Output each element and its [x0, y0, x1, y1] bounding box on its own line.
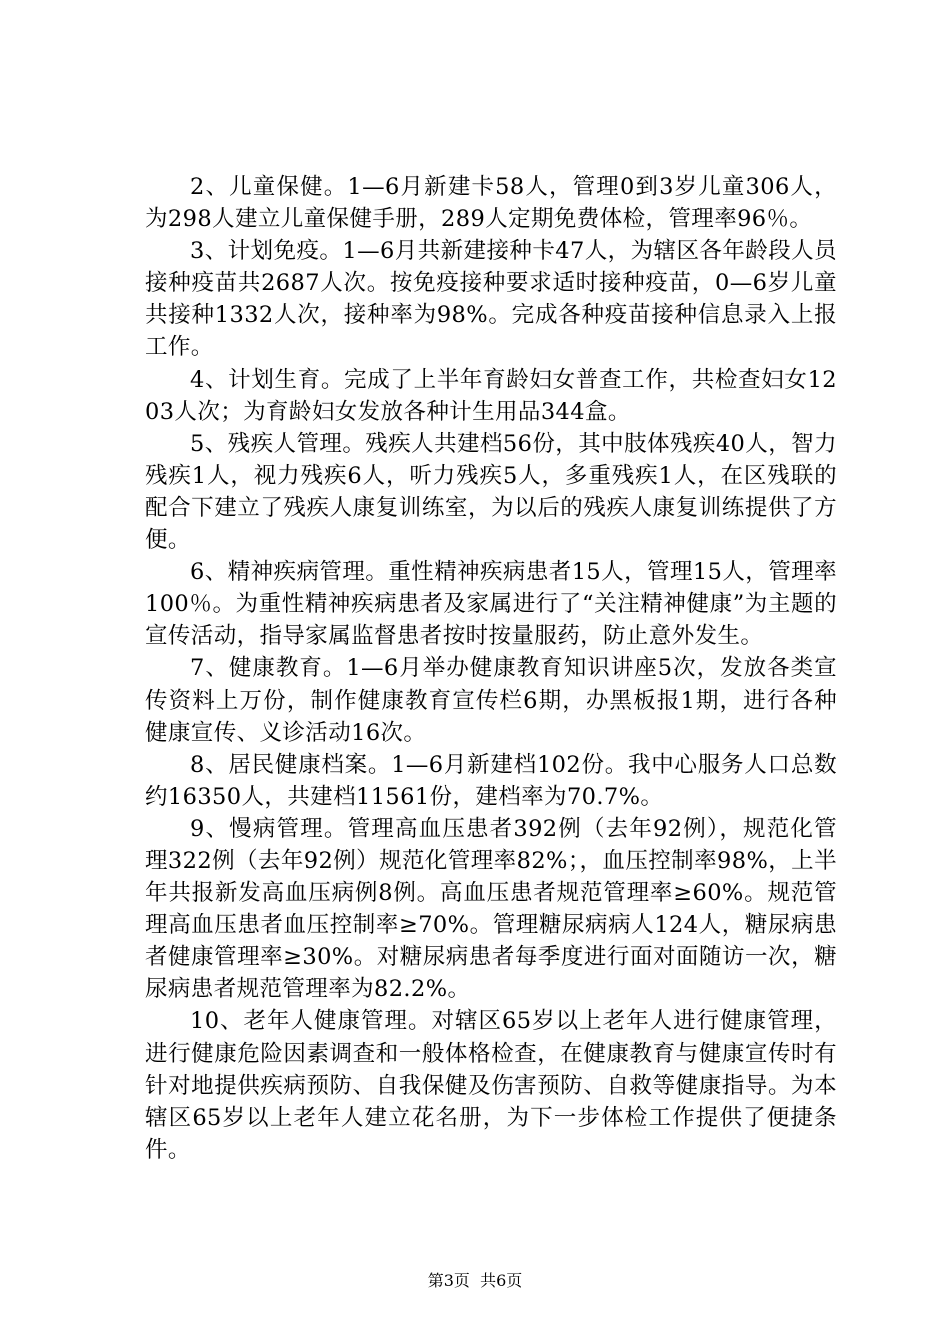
paragraph-family-planning: 4、计划生育。完成了上半年育龄妇女普查工作，共检查妇女1203人次；为育龄妇女发放各种计生用品344盒。: [145, 366, 837, 425]
page-footer: [0, 1271, 950, 1291]
paragraph-child-health: 2、儿童保健。1—6月新建卡58人，管理0到3岁儿童306人，为298人建立儿童保健手册，289人定期免费体检，管理率96％。: [145, 174, 837, 233]
paragraph-immunization: 3、计划免疫。1—6月共新建接种卡47人，为辖区各年龄段人员接种疫苗共2687人次。按免疫接种要求适时接种疫苗，0—6岁儿童共接种1332人次，接种率为98%。完成各种疫苗接种信息录入上报工作。: [145, 238, 837, 361]
paragraph-elderly-health: 10、老年人健康管理。对辖区65岁以上老年人进行健康管理，进行健康危险因素调查和一般体格检查，在健康教育与健康宣传时有针对地提供疾病预防、自我保健及伤害预防、自救等健康指导。为本辖区65岁以上老年人建立花名册，为下一步体检工作提供了便捷条件。: [145, 1008, 837, 1163]
paragraph-disabled-management: 5、残疾人管理。残疾人共建档56份，其中肢体残疾40人，智力残疾1人，视力残疾6人，听力残疾5人，多重残疾1人，在区残联的配合下建立了残疾人康复训练室，为以后的残疾人康复训练提供了方便。: [145, 430, 837, 554]
paragraph-health-education: 7、健康教育。1—6月举办健康教育知识讲座5次，发放各类宣传资料上万份，制作健康教育宣传栏6期，办黑板报1期，进行各种健康宣传、义诊活动16次。: [145, 655, 837, 746]
paragraph-chronic-disease: 9、慢病管理。管理高血压患者392例（去年92例），规范化管理322例（去年92例）规范化管理率82%；，血压控制率98%，上半年共报新发高血压病例8例。高血压患者规范管理率≥60%。规范管理高血压患者血压控制率≥70%。管理糖尿病病人124人，糖尿病患者健康管理率≥30%。对糖尿病患者每季度进行面对面随访一次，糖尿病患者规范管理率为82.2%。: [145, 815, 837, 1003]
paragraph-health-records: 8、居民健康档案。1—6月新建档102份。我中心服务人口总数约16350人，共建档11561份，建档率为70.7%。: [145, 751, 837, 810]
page-number-label: 第3页 共6页: [427, 1271, 523, 1290]
paragraph-mental-health: 6、精神疾病管理。重性精神疾病患者15人，管理15人，管理率100％。为重性精神疾病患者及家属进行了“关注精神健康”为主题的宣传活动，指导家属监督患者按时按量服药，防止意外发生。: [145, 559, 837, 650]
document-body: [145, 171, 837, 1166]
